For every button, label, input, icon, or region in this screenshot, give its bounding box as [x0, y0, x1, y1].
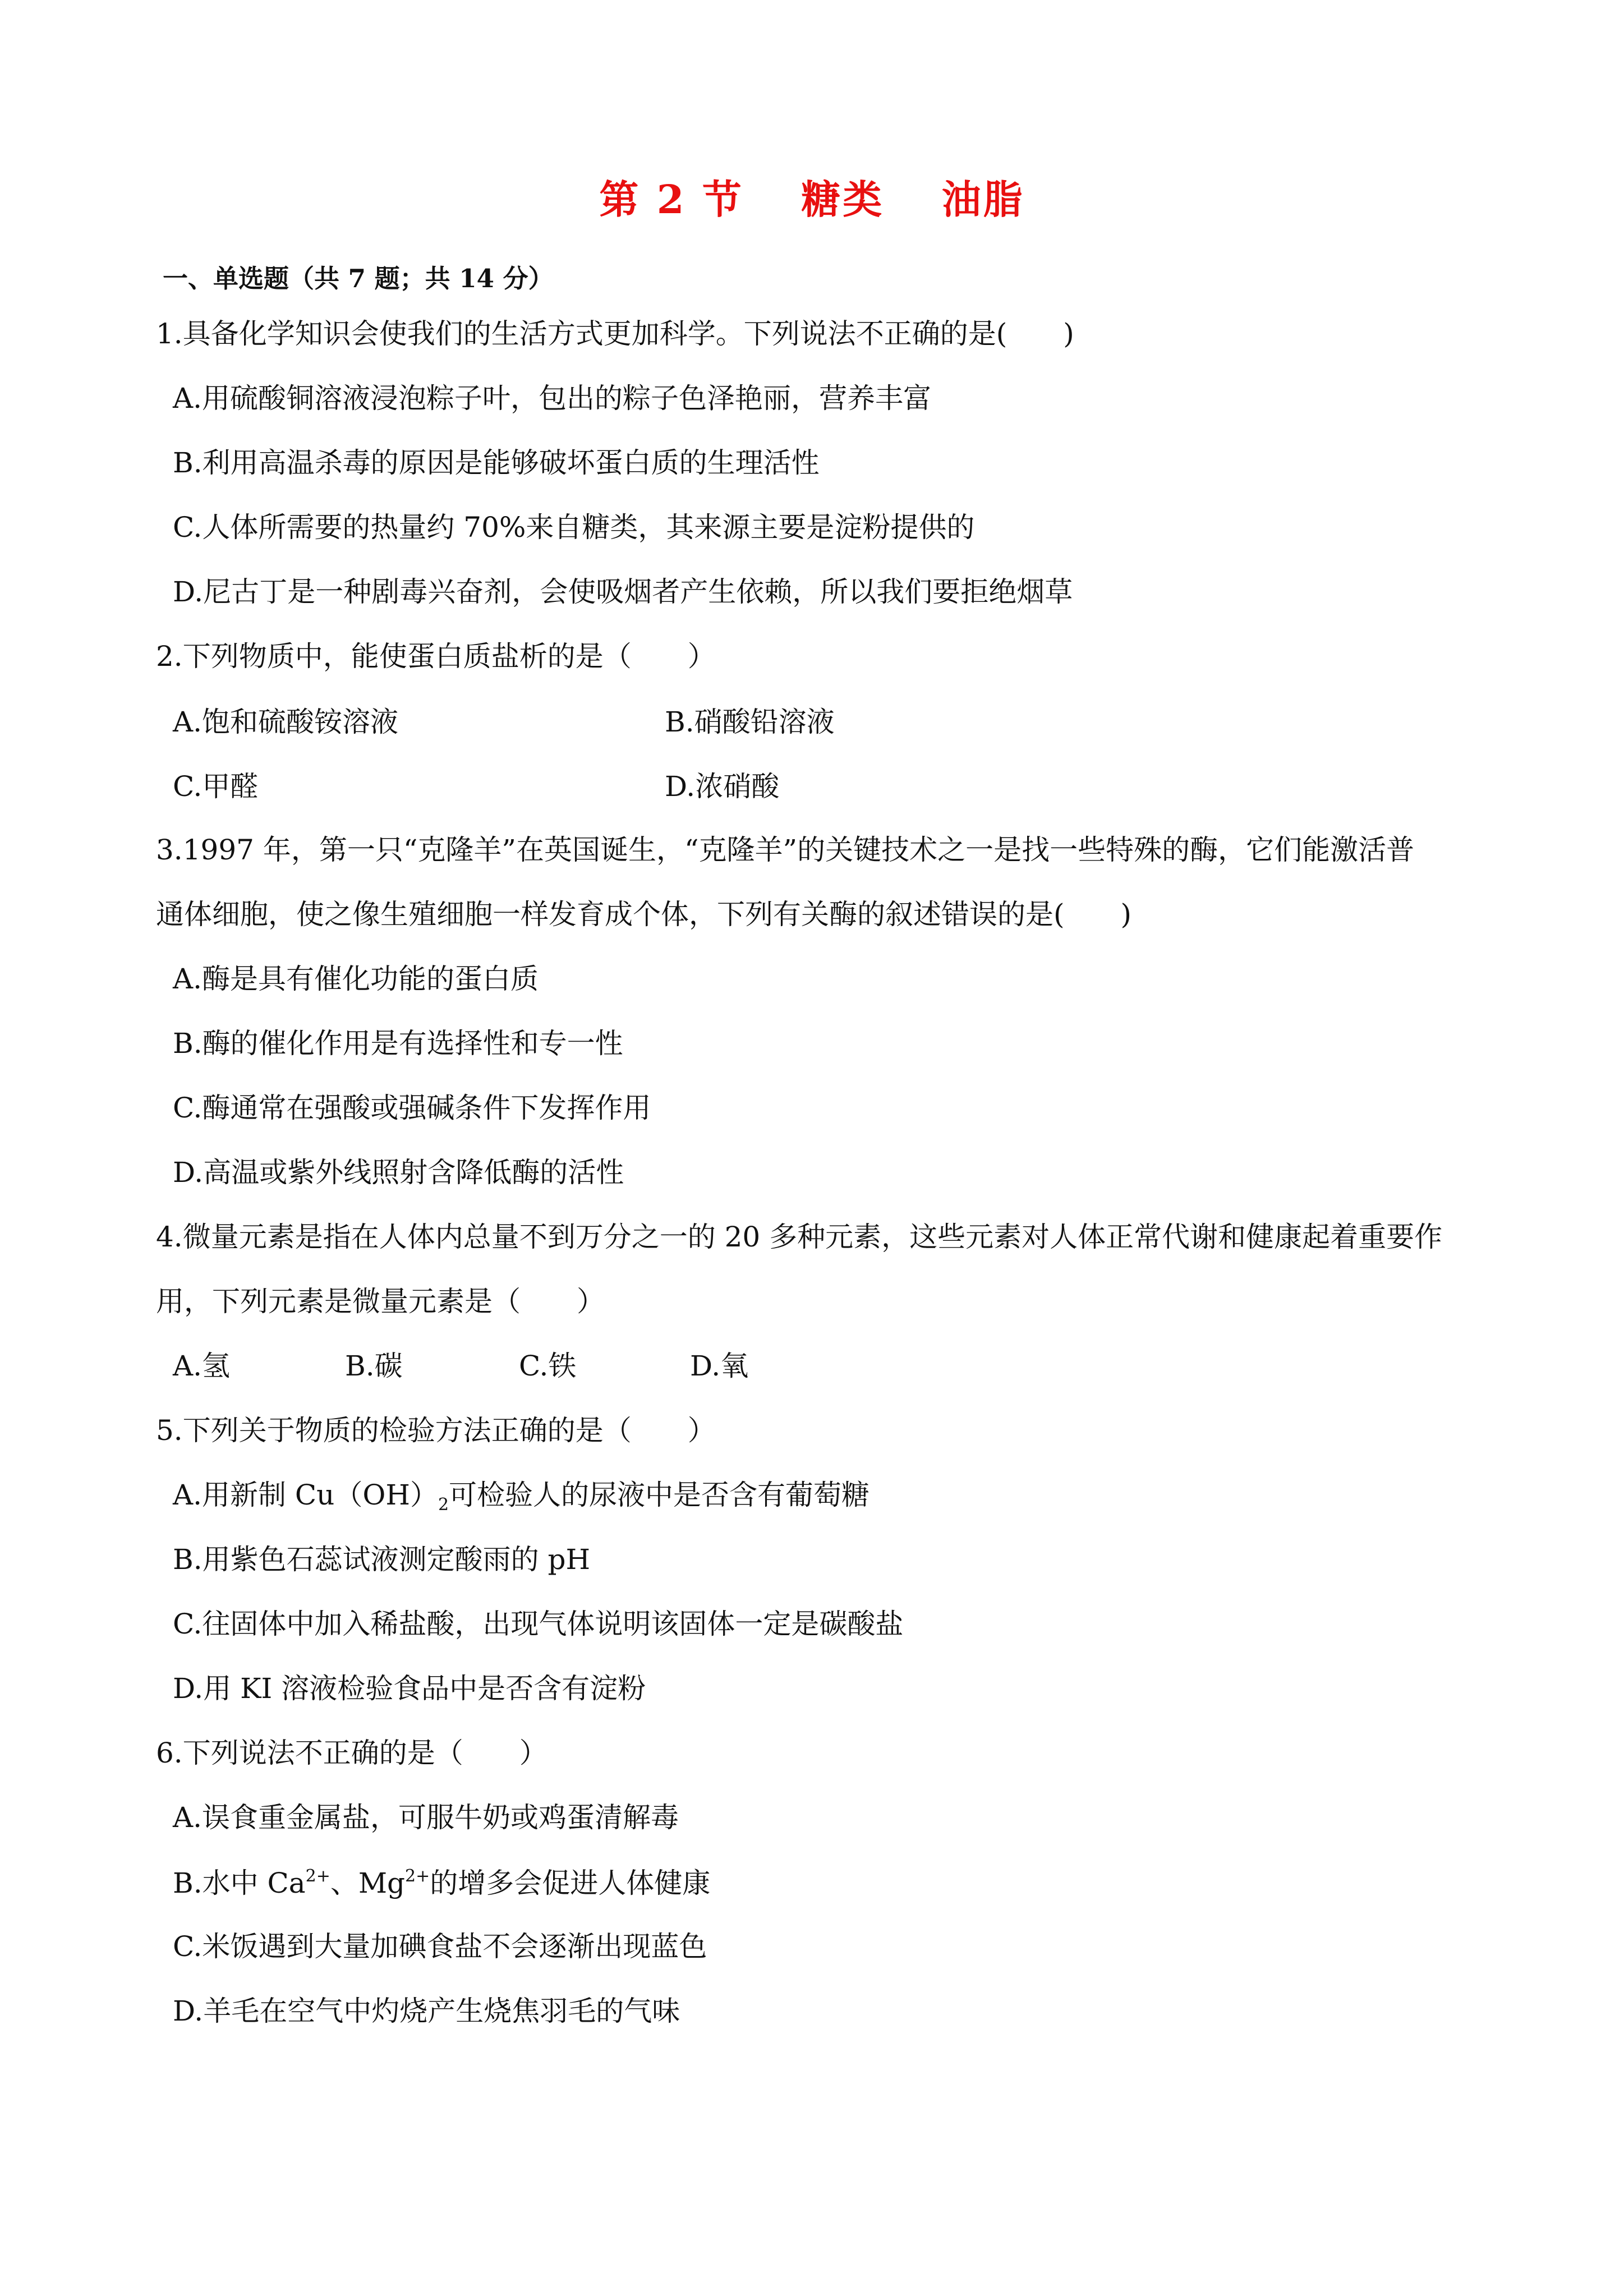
question-3-option-b: B.酶的催化作用是有选择性和专一性: [173, 1027, 623, 1060]
question-6-option-a: A.误食重金属盐，可服牛奶或鸡蛋清解毒: [173, 1801, 679, 1834]
question-6-option-c: C.米饭遇到大量加碘食盐不会逐渐出现蓝色: [173, 1930, 707, 1963]
question-2-option-d: D.浓硝酸: [665, 770, 780, 803]
question-5-stem: 5.下列关于物质的检验方法正确的是（ ）: [156, 1414, 716, 1447]
question-1-stem: 1.具备化学知识会使我们的生活方式更加科学。下列说法不正确的是( ): [156, 318, 1074, 350]
question-4-stem-line-1: 4.微量元素是指在人体内总量不到万分之一的 20 多种元素，这些元素对人体正常代谢和健康起着重要作: [156, 1221, 1443, 1253]
question-4-stem-line-2: 用，下列元素是微量元素是（ ）: [156, 1285, 605, 1318]
question-1-option-d: D.尼古丁是一种剧毒兴奋剂，会使吸烟者产生依赖，所以我们要拒绝烟草: [173, 576, 1073, 608]
question-3-stem-line-2: 通体细胞，使之像生殖细胞一样发育成个体，下列有关酶的叙述错误的是( ): [156, 898, 1132, 931]
question-3-stem-line-1: 3.1997 年，第一只“克隆羊”在英国诞生，“克隆羊”的关键技术之一是找一些特殊的酶，它们能激活普: [156, 834, 1415, 866]
question-5-option-d: D.用 KI 溶液检验食品中是否含有淀粉: [173, 1672, 646, 1705]
question-2-stem: 2.下列物质中，能使蛋白质盐析的是（ ）: [156, 640, 716, 673]
question-5-option-b: B.用紫色石蕊试液测定酸雨的 pH: [173, 1543, 591, 1576]
question-2-option-a: A.饱和硫酸铵溶液: [173, 706, 399, 738]
question-3-option-a: A.酶是具有催化功能的蛋白质: [173, 963, 539, 995]
question-6-option-d: D.羊毛在空气中灼烧产生烧焦羽毛的气味: [173, 1995, 680, 2027]
question-6-option-b: B.水中 $Ca^{2+}$、$Mg^{2+}$的增多会促进人体健康: [173, 1866, 711, 1899]
question-3-option-d: D.高温或紫外线照射含降低酶的活性: [173, 1156, 624, 1189]
question-5-option-c: C.往固体中加入稀盐酸，出现气体说明该固体一定是碳酸盐: [173, 1608, 904, 1640]
question-5-option-a: A.用新制 $Cu(OH)_2$可检验人的尿液中是否含有葡萄糖: [173, 1479, 870, 1515]
question-3-option-c: C.酶通常在强酸或强碱条件下发挥作用: [173, 1092, 651, 1124]
question-6-stem: 6.下列说法不正确的是（ ）: [156, 1737, 548, 1769]
question-1-option-c: C.人体所需要的热量约 70%来自糖类，其来源主要是淀粉提供的: [173, 511, 975, 544]
question-4-option-b: B.碳: [345, 1350, 403, 1382]
question-4-option-d: D.氧: [690, 1350, 749, 1382]
question-4-option-c: C.铁: [519, 1350, 577, 1382]
question-1-option-a: A.用硫酸铜溶液浸泡粽子叶，包出的粽子色泽艳丽，营养丰富: [173, 382, 932, 415]
section-heading: 一、单选题（共 7 题；共 14 分）: [163, 264, 554, 293]
question-2-option-b: B.硝酸铅溶液: [665, 706, 835, 738]
question-1-option-b: B.利用高温杀毒的原因是能够破坏蛋白质的生理活性: [173, 447, 820, 479]
question-2-option-c: C.甲醛: [173, 770, 259, 803]
question-4-option-a: A.氢: [173, 1350, 231, 1382]
page-title: 第 2 节 糖类 油脂: [599, 176, 1025, 223]
